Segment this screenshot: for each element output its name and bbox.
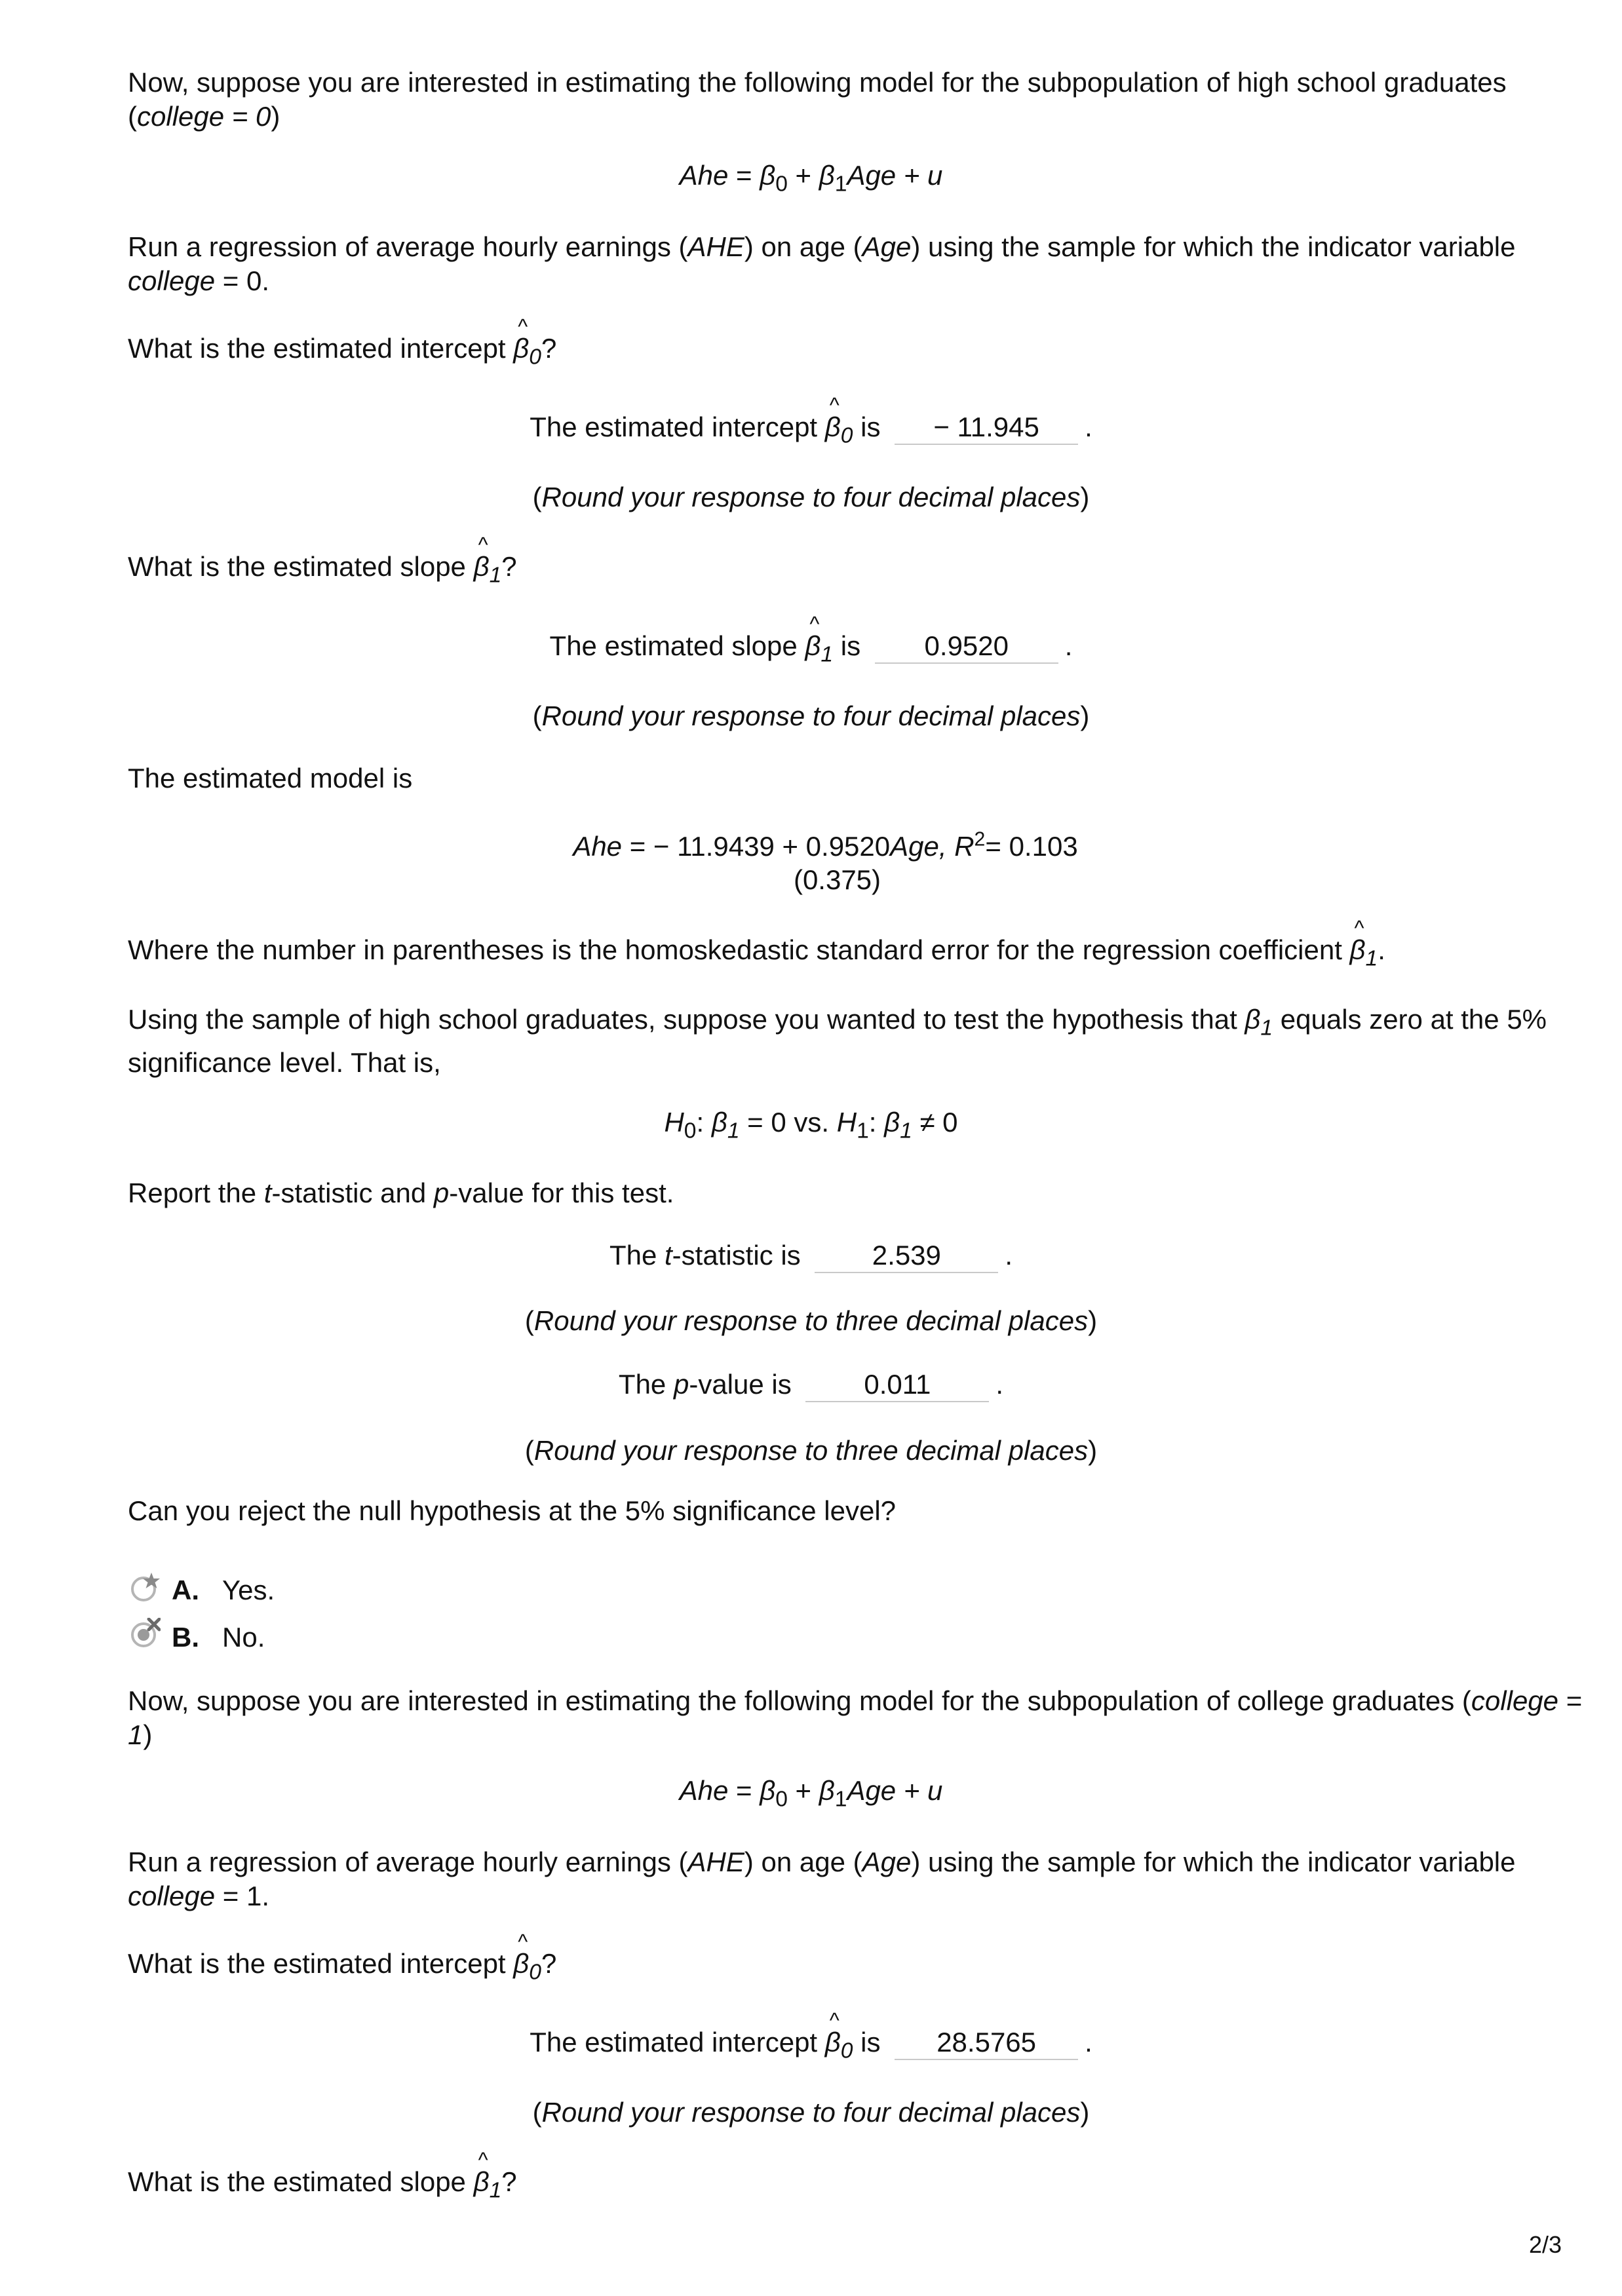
part2-intercept-answer-field[interactable]: 28.5765 (895, 2026, 1078, 2060)
round-note-tstat: (Round your response to three decimal places) (524, 1305, 1098, 1336)
reject-question: Can you reject the null hypothesis at the 5% significance level? (128, 1495, 897, 1526)
page-number: 2/3 (1528, 2231, 1562, 2258)
estimated-model-equation: Ahe = − 11.9439 + 0.9520Age, $R^2= 0.103$ (573, 828, 1078, 862)
where-note: Where the number in parentheses is the homoskedastic standard error for the regression coefficient ^ $\beta_1$. (128, 934, 1385, 966)
hypothesis-intro: Using the sample of high school graduates, suppose you wanted to test the hypothesis that $\beta_1$ equals zero at the 5% significance level. That is, (128, 1004, 1547, 1079)
part2-model-equation: Ahe = $\beta_0 + \beta_1Age + u$ (679, 1775, 943, 1812)
part1-round-note-intercept: (Round your response to four decimal places) (532, 482, 1090, 512)
part2-run-regression: Run a regression of average hourly earnings (AHE) on age (Age) using the sample for which the indicator variable college = 1. (128, 1846, 1516, 1912)
option-b[interactable]: B. No. (172, 1622, 265, 1653)
tstat-answer-field[interactable]: 2.539 (815, 1239, 998, 1273)
option-b-selected-wrong-radio-icon[interactable] (129, 1618, 161, 1649)
part1-round-note-slope: (Round your response to four decimal places) (532, 700, 1090, 731)
estimated-model-label: The estimated model is (128, 763, 413, 794)
pvalue-answer-row: The p-value is 0.011 . (0, 1368, 1622, 1402)
round-note-pvalue: (Round your response to three decimal places) (524, 1435, 1098, 1466)
part2-round-note-intercept: (Round your response to four decimal places) (532, 2097, 1090, 2128)
tstat-answer-row: The t-statistic is 2.539 . (0, 1239, 1622, 1273)
part1-question-slope: What is the estimated slope ^ $\beta_1$? (128, 550, 517, 583)
part2-intro: Now, suppose you are interested in estimating the following model for the subpopulation of college graduates (college = 1) (128, 1685, 1583, 1751)
part1-question-intercept: What is the estimated intercept ^ $\beta_0$? (128, 332, 556, 365)
part1-intro: Now, suppose you are interested in estimating the following model for the subpopulation of high school graduates (college = 0) (128, 67, 1507, 132)
pvalue-answer-field[interactable]: 0.011 (805, 1368, 989, 1402)
part1-run-regression: Run a regression of average hourly earnings (AHE) on age (Age) using the sample for which the indicator variable college = 0. (128, 231, 1516, 297)
intercept-answer-field[interactable]: − 11.945 (895, 411, 1078, 445)
option-a[interactable]: A. Yes. (172, 1575, 275, 1605)
part1-model-equation: Ahe = $\beta_0 + \beta_1Age + u$ (679, 160, 943, 197)
hypothesis-statement: $H_0$: $\beta_1 = 0$ vs. $H_1$: $\beta_1 \ne 0$ (664, 1107, 958, 1143)
standard-error: (0.375) (793, 864, 881, 895)
report-instruction: Report the t-statistic and p-value for this test. (128, 1177, 674, 1208)
option-a-star-radio-icon[interactable] (129, 1572, 161, 1603)
part2-question-slope: What is the estimated slope ^ $\beta_1$? (128, 2166, 517, 2198)
part2-question-intercept: What is the estimated intercept ^ $\beta_0$? (128, 1947, 556, 1980)
part1-slope-answer-row: The estimated slope ^ $\beta_1$ is 0.9520 . (0, 630, 1622, 664)
slope-answer-field[interactable]: 0.9520 (875, 630, 1058, 664)
part1-intercept-answer-row: The estimated intercept ^ $\beta_0$ is − 11.945 . (0, 411, 1622, 445)
part2-intercept-answer-row: The estimated intercept ^ $\beta_0$ is 28.5765 . (0, 2026, 1622, 2060)
